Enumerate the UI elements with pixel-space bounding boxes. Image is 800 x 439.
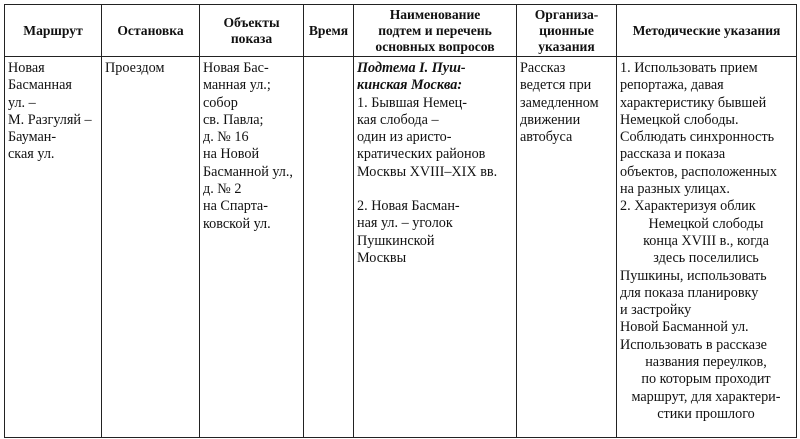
text-line: Новая (8, 60, 45, 76)
header-line: Методические указания (632, 22, 781, 38)
cell-route (5, 57, 102, 438)
header-method (617, 5, 797, 57)
cell-subtopics (354, 57, 517, 438)
text-line: кая слобода – (357, 111, 439, 128)
text-line: движении (520, 111, 581, 128)
text-line: один из аристо- (357, 129, 452, 146)
text-line: на Новой (203, 146, 260, 163)
text-line: конца XVIII в., когда (643, 232, 769, 249)
text-line: М. Разгуляй – (8, 111, 92, 128)
text-line: д. № 16 (203, 129, 249, 146)
text-line: Проездом (105, 60, 165, 76)
text-line: объектов, расположенных (620, 163, 777, 180)
header-org (517, 5, 617, 57)
text-line: репортажа, давая (620, 77, 724, 94)
text-line: названия переулков, (645, 354, 767, 371)
text-line: Басманная (8, 77, 72, 94)
cell-stop (102, 57, 200, 438)
text-line: Соблюдать синхронность (620, 129, 775, 146)
header-line: Остановка (117, 22, 184, 38)
text-line: 2. Характеризуя облик (620, 198, 756, 215)
header-stop (102, 5, 200, 57)
cell-objects (200, 57, 304, 438)
text-line: Пушкины, использовать (620, 267, 767, 284)
objects-lines (200, 57, 303, 233)
text-line: по которым проходит (641, 371, 771, 388)
cell-method (617, 57, 797, 438)
route-lines (5, 57, 101, 164)
text-line: Новая Бас- (203, 60, 269, 76)
text-line: характеристику бывшей (620, 94, 767, 111)
route-table (4, 4, 797, 438)
header-route (5, 5, 102, 57)
header-row (5, 5, 797, 57)
text-line: Басманной ул., (203, 163, 293, 180)
text-line: 1. Использовать прием (620, 60, 758, 76)
text-line: маршрут, для характери- (631, 388, 781, 405)
cell-org (517, 57, 617, 438)
header-line: основных вопросов (375, 38, 495, 54)
method-lines (617, 57, 796, 423)
header-line: Маршрут (23, 22, 83, 38)
stop-lines (102, 57, 199, 77)
text-line: на разных улицах. (620, 181, 730, 198)
text-line: Москвы (357, 249, 407, 266)
text-line: на Спартa- (203, 198, 268, 215)
text-line: Бауман- (8, 129, 57, 146)
header-line: Организа- (534, 6, 599, 22)
text-line: стики прошлого (657, 405, 755, 422)
org-lines (517, 57, 616, 146)
text-line: 2. Новая Басман- (357, 198, 460, 215)
text-line: ул. – (8, 94, 36, 111)
time-lines (304, 57, 353, 60)
subtopic-title-line: Подтема I. Пуш- (357, 60, 466, 76)
header-line: ционные (539, 22, 594, 38)
text-line: рассказа и показа (620, 146, 726, 163)
cell-time (304, 57, 354, 438)
text-line: для показа планировку (620, 284, 759, 301)
header-time (304, 5, 354, 57)
text-line: и застройку (620, 302, 692, 319)
text-line: св. Павла; (203, 111, 264, 128)
header-line: Наименование (389, 6, 481, 22)
text-line: 1. Бывшая Немец- (357, 94, 467, 111)
header-subtopics (354, 5, 517, 57)
text-line: Использовать в рассказе (620, 336, 767, 353)
text-line: ская ул. (8, 146, 55, 163)
subtopic-title-line: кинская Москва: (357, 77, 463, 94)
paragraph-gap (357, 181, 512, 198)
header-line: указания (538, 38, 595, 54)
text-line: манная ул.; (203, 77, 271, 94)
text-line: автобуса (520, 129, 573, 146)
text-line: Немецкой слободы. (620, 111, 739, 128)
text-line: Пушкинской (357, 232, 435, 249)
header-objects (200, 5, 304, 57)
text-line: ковской ул. (203, 215, 271, 232)
text-line: замедленном (520, 94, 599, 111)
header-line: показа (230, 30, 273, 46)
text-line: д. № 2 (203, 181, 242, 198)
table-row (5, 57, 797, 438)
text-line: Москвы XVIII–XIX вв. (357, 163, 498, 180)
subtopic-lines (354, 57, 516, 267)
text-line: собор (203, 94, 238, 111)
text-line: Немецкой слободы (648, 215, 764, 232)
text-line: Новой Басманной ул. (620, 319, 749, 336)
text-line: кратических районов (357, 146, 486, 163)
text-line: ведется при (520, 77, 592, 94)
text-line: здесь поселились (653, 250, 759, 267)
header-line: Объекты (223, 14, 280, 30)
text-line: ная ул. – уголок (357, 215, 453, 232)
header-line: Время (308, 22, 349, 38)
header-line: подтем и перечень (378, 22, 492, 38)
text-line: Рассказ (520, 60, 566, 76)
